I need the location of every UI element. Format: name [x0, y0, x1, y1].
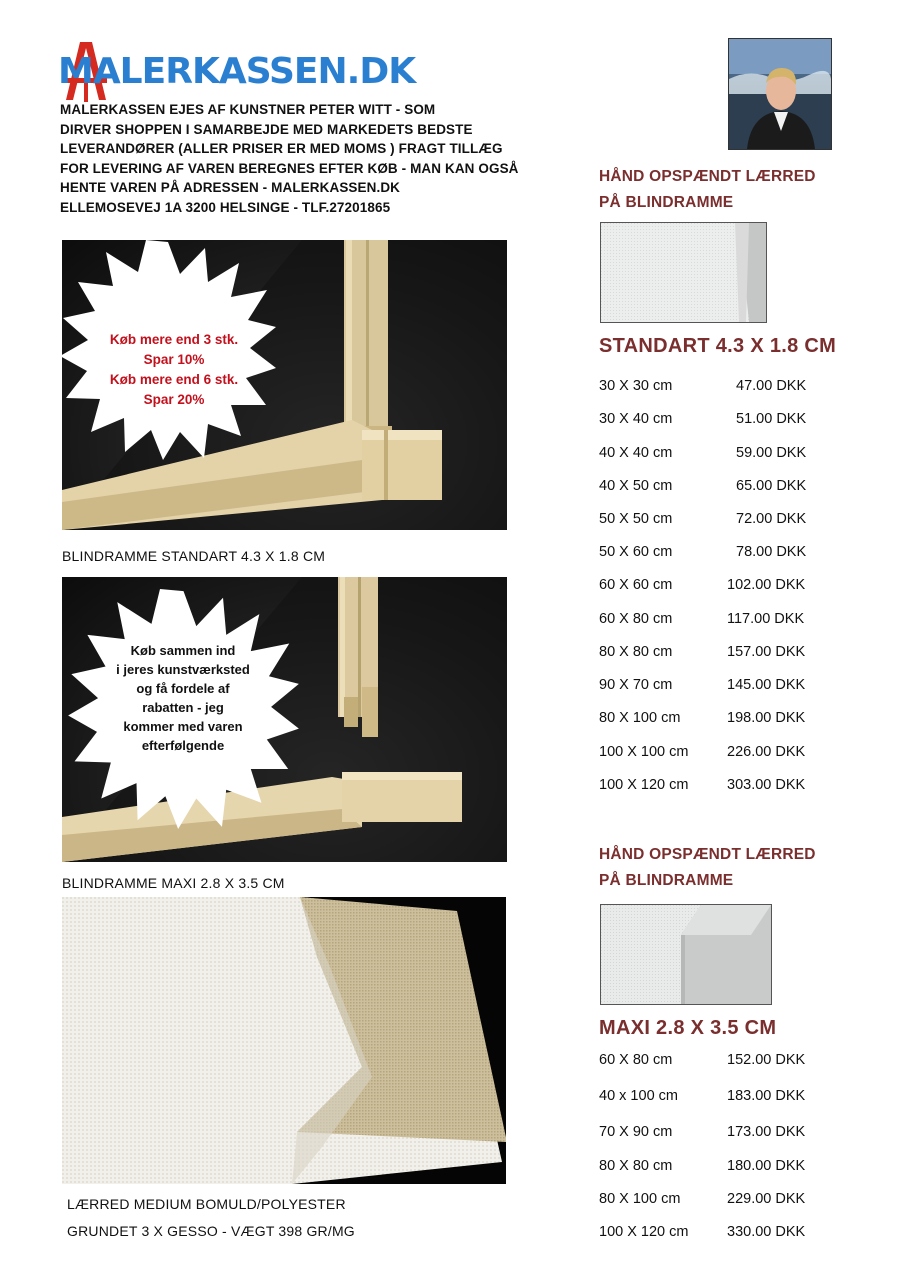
promo-line: Køb sammen ind: [130, 643, 236, 658]
canvas-fabric-photo: [62, 897, 506, 1184]
size-label: 40 X 50 cm: [599, 478, 673, 494]
intro-line: LEVERANDØRER (ALLER PRISER ER MED MOMS ) FRAGT TILLÆG: [60, 141, 503, 156]
size-label: 100 X 120 cm: [599, 1224, 689, 1240]
logo-text: MALERKASSEN.DK: [58, 51, 416, 92]
intro-text: [60, 100, 580, 217]
price-value: 157.00 DKK: [727, 644, 806, 660]
size-label: 80 X 80 cm: [599, 644, 673, 660]
caption-standart: BLINDRAMME STANDART 4.3 X 1.8 CM: [62, 548, 326, 564]
frame-maxi-photo: [62, 577, 507, 862]
price-value: 180.00 DKK: [727, 1158, 806, 1174]
price-value: 117.00 DKK: [727, 611, 805, 627]
promo-line: Køb mere end 6 stk.: [109, 372, 239, 387]
section-title-line: HÅND OPSPÆNDT LÆRRED: [599, 846, 816, 863]
price-value: 59.00 DKK: [736, 445, 807, 461]
intro-line: FOR LEVERING AF VAREN BEREGNES EFTER KØB - MAN KAN OGSÅ: [60, 160, 519, 176]
intro-line: HENTE VAREN PÅ ADRESSEN - MALERKASSEN.DK: [60, 180, 401, 195]
promo-text-1: [94, 330, 254, 410]
price-value: 229.00 DKK: [727, 1191, 806, 1207]
intro-line: MALERKASSEN EJES AF KUNSTNER PETER WITT - SOM: [60, 102, 436, 117]
size-label: 40 x 100 cm: [599, 1088, 678, 1104]
price-value: 152.00 DKK: [727, 1052, 806, 1068]
price-table-maxi: [599, 1052, 839, 1252]
size-label: 60 X 80 cm: [599, 611, 673, 627]
price-value: 65.00 DKK: [736, 478, 807, 494]
price-value: 72.00 DKK: [736, 511, 807, 527]
promo-line: efterfølgende: [141, 738, 225, 753]
section2-subtitle: MAXI 2.8 X 3.5 CM: [599, 1017, 777, 1039]
canvas-maxi-thumb: [600, 904, 772, 1005]
price-table-standart: [599, 378, 839, 798]
promo-line: kommer med varen: [123, 719, 243, 734]
size-label: 60 X 80 cm: [599, 1052, 673, 1068]
size-label: 100 X 120 cm: [599, 777, 689, 793]
size-label: 80 X 80 cm: [599, 1158, 673, 1174]
caption-canvas-line1: LÆRRED MEDIUM BOMULD/POLYESTER: [67, 1196, 346, 1212]
promo-line: Køb mere end 3 stk.: [109, 332, 239, 347]
promo-text-2: [103, 641, 263, 755]
promo-line: i jeres kunstværksted: [116, 662, 250, 677]
price-value: 47.00 DKK: [736, 378, 807, 394]
size-label: 50 X 50 cm: [599, 511, 673, 527]
frame-standart-photo: [62, 240, 507, 530]
price-value: 173.00 DKK: [727, 1124, 806, 1140]
section-title-line: PÅ BLINDRAMME: [599, 872, 734, 889]
artist-portrait: [728, 38, 832, 150]
price-value: 145.00 DKK: [727, 677, 806, 693]
price-value: 51.00 DKK: [736, 411, 807, 427]
price-value: 183.00 DKK: [727, 1088, 806, 1104]
size-label: 100 X 100 cm: [599, 744, 689, 760]
caption-canvas-line2: GRUNDET 3 X GESSO - VÆGT 398 GR/MG: [67, 1223, 355, 1239]
size-label: 70 X 90 cm: [599, 1124, 673, 1140]
section1-subtitle: STANDART 4.3 X 1.8 CM: [599, 335, 837, 357]
section2-title: [599, 842, 816, 894]
price-value: 330.00 DKK: [727, 1224, 806, 1240]
size-label: 30 X 40 cm: [599, 411, 673, 427]
intro-line: ELLEMOSEVEJ 1A 3200 HELSINGE - TLF.27201865: [60, 199, 391, 215]
promo-line: rabatten - jeg: [142, 700, 224, 715]
price-value: 226.00 DKK: [727, 744, 806, 760]
section-title-line: HÅND OPSPÆNDT LÆRRED: [599, 168, 816, 185]
promo-line: Spar 10%: [143, 352, 205, 367]
price-value: 198.00 DKK: [727, 710, 806, 726]
section-title-line: PÅ BLINDRAMME: [599, 194, 734, 211]
price-value: 78.00 DKK: [736, 544, 807, 560]
price-value: 303.00 DKK: [727, 777, 806, 793]
section1-title: [599, 164, 816, 216]
size-label: 30 X 30 cm: [599, 378, 673, 394]
size-label: 80 X 100 cm: [599, 1191, 681, 1207]
size-label: 50 X 60 cm: [599, 544, 673, 560]
size-label: 80 X 100 cm: [599, 710, 681, 726]
promo-line: Spar 20%: [143, 392, 205, 407]
size-label: 90 X 70 cm: [599, 677, 673, 693]
size-label: 40 X 40 cm: [599, 445, 673, 461]
logo: [58, 40, 416, 100]
canvas-standart-thumb: [600, 222, 767, 323]
intro-line: DIRVER SHOPPEN I SAMARBEJDE MED MARKEDETS BEDSTE: [60, 121, 473, 137]
promo-line: og få fordele af: [136, 681, 230, 696]
price-value: 102.00 DKK: [727, 577, 806, 593]
size-label: 60 X 60 cm: [599, 577, 673, 593]
caption-maxi: BLINDRAMME MAXI 2.8 X 3.5 CM: [62, 875, 285, 891]
